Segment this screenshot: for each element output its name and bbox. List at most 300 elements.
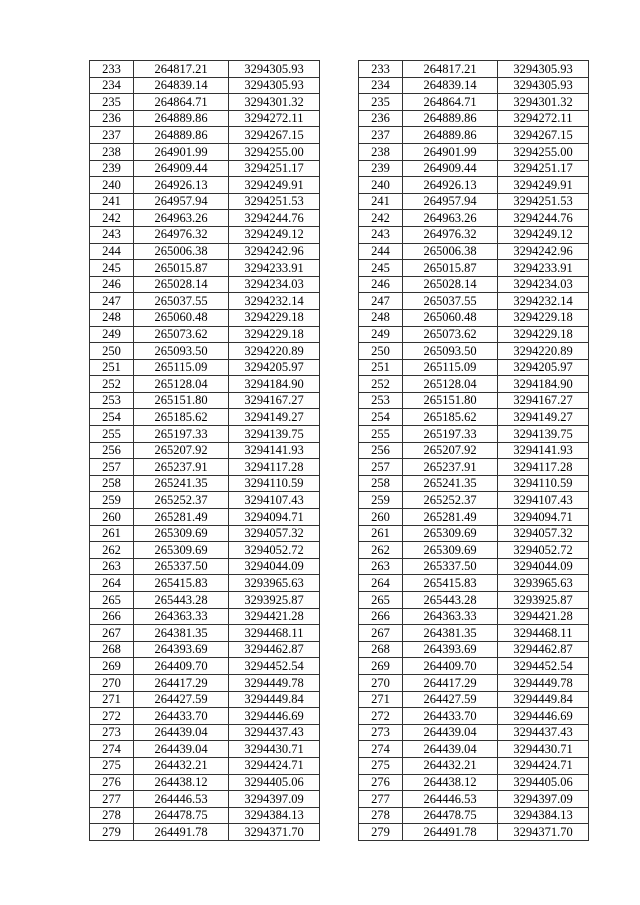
table-row	[359, 625, 589, 642]
table-body	[359, 61, 589, 841]
x-coordinate-cell: 265073.62	[403, 326, 498, 343]
table-body	[90, 61, 320, 841]
table-row	[90, 77, 320, 94]
table-row	[359, 724, 589, 741]
x-coordinate-cell: 264839.14	[403, 77, 498, 94]
point-number-cell: 278	[359, 807, 403, 824]
point-number-cell: 262	[90, 542, 134, 559]
x-coordinate-cell: 264446.53	[134, 791, 229, 808]
table-row	[359, 658, 589, 675]
y-coordinate-cell: 3294110.59	[498, 475, 589, 492]
point-number-cell: 261	[90, 525, 134, 542]
point-number-cell: 235	[359, 94, 403, 111]
x-coordinate-cell: 264427.59	[403, 691, 498, 708]
point-number-cell: 263	[359, 558, 403, 575]
y-coordinate-cell: 3294052.72	[498, 542, 589, 559]
point-number-cell: 277	[90, 791, 134, 808]
point-number-cell: 266	[359, 608, 403, 625]
y-coordinate-cell: 3294117.28	[229, 459, 320, 476]
y-coordinate-cell: 3294371.70	[229, 824, 320, 841]
y-coordinate-cell: 3294255.00	[229, 143, 320, 160]
point-number-cell: 271	[90, 691, 134, 708]
y-coordinate-cell: 3294117.28	[498, 459, 589, 476]
y-coordinate-cell: 3294468.11	[229, 625, 320, 642]
x-coordinate-cell: 264438.12	[403, 774, 498, 791]
x-coordinate-cell: 265015.87	[403, 260, 498, 277]
y-coordinate-cell: 3293965.63	[229, 575, 320, 592]
x-coordinate-cell: 265443.28	[403, 592, 498, 609]
point-number-cell: 250	[90, 343, 134, 360]
y-coordinate-cell: 3294139.75	[229, 426, 320, 443]
point-number-cell: 247	[359, 293, 403, 310]
y-coordinate-cell: 3294251.17	[229, 160, 320, 177]
y-coordinate-cell: 3294234.03	[229, 276, 320, 293]
table-row	[90, 426, 320, 443]
table-row	[90, 757, 320, 774]
table-row	[90, 509, 320, 526]
table-row	[359, 409, 589, 426]
point-number-cell: 249	[359, 326, 403, 343]
y-coordinate-cell: 3294430.71	[229, 741, 320, 758]
table-row	[90, 558, 320, 575]
table-row	[90, 326, 320, 343]
point-number-cell: 233	[359, 61, 403, 78]
y-coordinate-cell: 3294244.76	[498, 210, 589, 227]
point-number-cell: 242	[359, 210, 403, 227]
table-row	[90, 193, 320, 210]
x-coordinate-cell: 264889.86	[134, 110, 229, 127]
point-number-cell: 240	[90, 177, 134, 194]
table-row	[90, 226, 320, 243]
table-row	[90, 475, 320, 492]
y-coordinate-cell: 3294141.93	[498, 442, 589, 459]
x-coordinate-cell: 264439.04	[134, 724, 229, 741]
point-number-cell: 242	[90, 210, 134, 227]
table-row	[90, 359, 320, 376]
x-coordinate-cell: 264957.94	[403, 193, 498, 210]
x-coordinate-cell: 264446.53	[403, 791, 498, 808]
point-number-cell: 244	[359, 243, 403, 260]
y-coordinate-cell: 3294249.12	[229, 226, 320, 243]
table-row	[90, 641, 320, 658]
y-coordinate-cell: 3294305.93	[229, 77, 320, 94]
point-number-cell: 248	[359, 309, 403, 326]
table-row	[90, 110, 320, 127]
y-coordinate-cell: 3294421.28	[229, 608, 320, 625]
point-number-cell: 271	[359, 691, 403, 708]
table-row	[359, 774, 589, 791]
y-coordinate-cell: 3294110.59	[229, 475, 320, 492]
x-coordinate-cell: 265252.37	[134, 492, 229, 509]
x-coordinate-cell: 265073.62	[134, 326, 229, 343]
y-coordinate-cell: 3294449.78	[498, 674, 589, 691]
point-number-cell: 244	[90, 243, 134, 260]
point-number-cell: 246	[90, 276, 134, 293]
x-coordinate-cell: 264427.59	[134, 691, 229, 708]
table-row	[359, 226, 589, 243]
table-row	[90, 708, 320, 725]
x-coordinate-cell: 264926.13	[134, 177, 229, 194]
point-number-cell: 257	[90, 459, 134, 476]
point-number-cell: 237	[90, 127, 134, 144]
x-coordinate-cell: 264491.78	[134, 824, 229, 841]
y-coordinate-cell: 3294462.87	[498, 641, 589, 658]
point-number-cell: 270	[90, 674, 134, 691]
y-coordinate-cell: 3294397.09	[498, 791, 589, 808]
point-number-cell: 258	[90, 475, 134, 492]
point-number-cell: 270	[359, 674, 403, 691]
point-number-cell: 241	[90, 193, 134, 210]
table-row	[359, 459, 589, 476]
y-coordinate-cell: 3293925.87	[229, 592, 320, 609]
y-coordinate-cell: 3294167.27	[498, 392, 589, 409]
x-coordinate-cell: 265281.49	[403, 509, 498, 526]
x-coordinate-cell: 264976.32	[403, 226, 498, 243]
x-coordinate-cell: 264817.21	[134, 61, 229, 78]
table-row	[359, 674, 589, 691]
point-number-cell: 275	[90, 757, 134, 774]
x-coordinate-cell: 264393.69	[403, 641, 498, 658]
y-coordinate-cell: 3294301.32	[229, 94, 320, 111]
x-coordinate-cell: 264409.70	[403, 658, 498, 675]
table-row	[359, 641, 589, 658]
x-coordinate-cell: 265443.28	[134, 592, 229, 609]
y-coordinate-cell: 3294242.96	[498, 243, 589, 260]
y-coordinate-cell: 3294255.00	[498, 143, 589, 160]
coordinate-table-left	[89, 60, 320, 841]
y-coordinate-cell: 3293965.63	[498, 575, 589, 592]
x-coordinate-cell: 264963.26	[403, 210, 498, 227]
y-coordinate-cell: 3294205.97	[229, 359, 320, 376]
x-coordinate-cell: 264864.71	[403, 94, 498, 111]
table-row	[90, 376, 320, 393]
point-number-cell: 268	[359, 641, 403, 658]
x-coordinate-cell: 265197.33	[403, 426, 498, 443]
x-coordinate-cell: 265241.35	[134, 475, 229, 492]
x-coordinate-cell: 265309.69	[403, 542, 498, 559]
point-number-cell: 263	[90, 558, 134, 575]
y-coordinate-cell: 3293925.87	[498, 592, 589, 609]
y-coordinate-cell: 3294141.93	[229, 442, 320, 459]
x-coordinate-cell: 264393.69	[134, 641, 229, 658]
table-row	[359, 525, 589, 542]
table-row	[359, 575, 589, 592]
point-number-cell: 247	[90, 293, 134, 310]
x-coordinate-cell: 264432.21	[403, 757, 498, 774]
table-row	[359, 243, 589, 260]
y-coordinate-cell: 3294107.43	[498, 492, 589, 509]
table-row	[359, 210, 589, 227]
table-row	[359, 326, 589, 343]
table-row	[359, 309, 589, 326]
table-row	[90, 542, 320, 559]
table-row	[90, 658, 320, 675]
x-coordinate-cell: 264438.12	[134, 774, 229, 791]
point-number-cell: 237	[359, 127, 403, 144]
y-coordinate-cell: 3294184.90	[498, 376, 589, 393]
x-coordinate-cell: 264417.29	[403, 674, 498, 691]
point-number-cell: 254	[359, 409, 403, 426]
x-coordinate-cell: 265241.35	[403, 475, 498, 492]
point-number-cell: 259	[359, 492, 403, 509]
y-coordinate-cell: 3294446.69	[498, 708, 589, 725]
table-row	[359, 94, 589, 111]
y-coordinate-cell: 3294267.15	[229, 127, 320, 144]
y-coordinate-cell: 3294384.13	[229, 807, 320, 824]
x-coordinate-cell: 264864.71	[134, 94, 229, 111]
table-row	[359, 791, 589, 808]
point-number-cell: 253	[359, 392, 403, 409]
y-coordinate-cell: 3294424.71	[229, 757, 320, 774]
point-number-cell: 245	[359, 260, 403, 277]
table-row	[90, 575, 320, 592]
y-coordinate-cell: 3294449.78	[229, 674, 320, 691]
point-number-cell: 255	[359, 426, 403, 443]
y-coordinate-cell: 3294421.28	[498, 608, 589, 625]
point-number-cell: 274	[359, 741, 403, 758]
y-coordinate-cell: 3294057.32	[498, 525, 589, 542]
table-row	[359, 392, 589, 409]
table-row	[359, 260, 589, 277]
x-coordinate-cell: 264381.35	[134, 625, 229, 642]
table-row	[90, 492, 320, 509]
x-coordinate-cell: 265015.87	[134, 260, 229, 277]
point-number-cell: 236	[90, 110, 134, 127]
x-coordinate-cell: 265281.49	[134, 509, 229, 526]
point-number-cell: 253	[90, 392, 134, 409]
point-number-cell: 279	[90, 824, 134, 841]
y-coordinate-cell: 3294251.17	[498, 160, 589, 177]
point-number-cell: 250	[359, 343, 403, 360]
y-coordinate-cell: 3294449.84	[498, 691, 589, 708]
point-number-cell: 240	[359, 177, 403, 194]
x-coordinate-cell: 265309.69	[403, 525, 498, 542]
point-number-cell: 275	[359, 757, 403, 774]
table-row	[90, 260, 320, 277]
y-coordinate-cell: 3294094.71	[229, 509, 320, 526]
point-number-cell: 277	[359, 791, 403, 808]
table-row	[90, 127, 320, 144]
x-coordinate-cell: 265151.80	[134, 392, 229, 409]
y-coordinate-cell: 3294249.12	[498, 226, 589, 243]
y-coordinate-cell: 3294305.93	[498, 61, 589, 78]
table-row	[359, 160, 589, 177]
table-row	[359, 442, 589, 459]
y-coordinate-cell: 3294468.11	[498, 625, 589, 642]
table-row	[90, 392, 320, 409]
table-row	[90, 525, 320, 542]
table-row	[359, 343, 589, 360]
y-coordinate-cell: 3294233.91	[498, 260, 589, 277]
table-row	[90, 774, 320, 791]
x-coordinate-cell: 265337.50	[134, 558, 229, 575]
x-coordinate-cell: 264381.35	[403, 625, 498, 642]
y-coordinate-cell: 3294437.43	[498, 724, 589, 741]
y-coordinate-cell: 3294232.14	[498, 293, 589, 310]
table-row	[359, 359, 589, 376]
table-row	[359, 542, 589, 559]
y-coordinate-cell: 3294229.18	[229, 326, 320, 343]
table-row	[90, 592, 320, 609]
table-row	[90, 608, 320, 625]
y-coordinate-cell: 3294405.06	[498, 774, 589, 791]
point-number-cell: 249	[90, 326, 134, 343]
x-coordinate-cell: 264909.44	[403, 160, 498, 177]
x-coordinate-cell: 264889.86	[134, 127, 229, 144]
point-number-cell: 235	[90, 94, 134, 111]
y-coordinate-cell: 3294242.96	[229, 243, 320, 260]
table-row	[359, 475, 589, 492]
point-number-cell: 272	[90, 708, 134, 725]
x-coordinate-cell: 264433.70	[403, 708, 498, 725]
table-row	[90, 293, 320, 310]
y-coordinate-cell: 3294044.09	[229, 558, 320, 575]
y-coordinate-cell: 3294462.87	[229, 641, 320, 658]
y-coordinate-cell: 3294430.71	[498, 741, 589, 758]
x-coordinate-cell: 264976.32	[134, 226, 229, 243]
y-coordinate-cell: 3294234.03	[498, 276, 589, 293]
x-coordinate-cell: 265028.14	[403, 276, 498, 293]
y-coordinate-cell: 3294251.53	[229, 193, 320, 210]
point-number-cell: 243	[359, 226, 403, 243]
x-coordinate-cell: 264889.86	[403, 110, 498, 127]
x-coordinate-cell: 265415.83	[403, 575, 498, 592]
x-coordinate-cell: 265006.38	[403, 243, 498, 260]
y-coordinate-cell: 3294305.93	[498, 77, 589, 94]
x-coordinate-cell: 265252.37	[403, 492, 498, 509]
point-number-cell: 256	[359, 442, 403, 459]
point-number-cell: 261	[359, 525, 403, 542]
point-number-cell: 258	[359, 475, 403, 492]
table-row	[359, 509, 589, 526]
table-row	[359, 592, 589, 609]
table-row	[359, 110, 589, 127]
x-coordinate-cell: 265128.04	[403, 376, 498, 393]
y-coordinate-cell: 3294220.89	[498, 343, 589, 360]
point-number-cell: 265	[90, 592, 134, 609]
y-coordinate-cell: 3294446.69	[229, 708, 320, 725]
point-number-cell: 262	[359, 542, 403, 559]
x-coordinate-cell: 265415.83	[134, 575, 229, 592]
y-coordinate-cell: 3294220.89	[229, 343, 320, 360]
table-row	[359, 127, 589, 144]
x-coordinate-cell: 265128.04	[134, 376, 229, 393]
y-coordinate-cell: 3294397.09	[229, 791, 320, 808]
y-coordinate-cell: 3294094.71	[498, 509, 589, 526]
x-coordinate-cell: 264439.04	[134, 741, 229, 758]
y-coordinate-cell: 3294232.14	[229, 293, 320, 310]
table-row	[90, 791, 320, 808]
y-coordinate-cell: 3294233.91	[229, 260, 320, 277]
table-row	[359, 177, 589, 194]
y-coordinate-cell: 3294272.11	[229, 110, 320, 127]
x-coordinate-cell: 264889.86	[403, 127, 498, 144]
x-coordinate-cell: 264839.14	[134, 77, 229, 94]
x-coordinate-cell: 264439.04	[403, 741, 498, 758]
table-row	[359, 807, 589, 824]
point-number-cell: 268	[90, 641, 134, 658]
table-row	[90, 343, 320, 360]
y-coordinate-cell: 3294424.71	[498, 757, 589, 774]
y-coordinate-cell: 3294452.54	[229, 658, 320, 675]
table-row	[359, 61, 589, 78]
x-coordinate-cell: 265115.09	[403, 359, 498, 376]
table-row	[90, 143, 320, 160]
x-coordinate-cell: 265237.91	[134, 459, 229, 476]
x-coordinate-cell: 264363.33	[134, 608, 229, 625]
point-number-cell: 273	[359, 724, 403, 741]
table-row	[359, 757, 589, 774]
table-row	[90, 724, 320, 741]
x-coordinate-cell: 265309.69	[134, 542, 229, 559]
table-row	[359, 741, 589, 758]
point-number-cell: 264	[359, 575, 403, 592]
table-row	[359, 824, 589, 841]
point-number-cell: 233	[90, 61, 134, 78]
table-row	[359, 691, 589, 708]
y-coordinate-cell: 3294057.32	[229, 525, 320, 542]
y-coordinate-cell: 3294044.09	[498, 558, 589, 575]
point-number-cell: 241	[359, 193, 403, 210]
point-number-cell: 259	[90, 492, 134, 509]
table-row	[90, 160, 320, 177]
x-coordinate-cell: 265197.33	[134, 426, 229, 443]
x-coordinate-cell: 264963.26	[134, 210, 229, 227]
table-row	[359, 276, 589, 293]
y-coordinate-cell: 3294167.27	[229, 392, 320, 409]
table-row	[359, 708, 589, 725]
point-number-cell: 267	[359, 625, 403, 642]
x-coordinate-cell: 265037.55	[134, 293, 229, 310]
point-number-cell: 239	[359, 160, 403, 177]
point-number-cell: 243	[90, 226, 134, 243]
table-row	[359, 77, 589, 94]
table-row	[359, 293, 589, 310]
table-row	[90, 309, 320, 326]
x-coordinate-cell: 265028.14	[134, 276, 229, 293]
x-coordinate-cell: 264926.13	[403, 177, 498, 194]
y-coordinate-cell: 3294249.91	[229, 177, 320, 194]
x-coordinate-cell: 265093.50	[134, 343, 229, 360]
table-row	[90, 243, 320, 260]
point-number-cell: 234	[359, 77, 403, 94]
point-number-cell: 260	[90, 509, 134, 526]
x-coordinate-cell: 265237.91	[403, 459, 498, 476]
point-number-cell: 245	[90, 260, 134, 277]
table-row	[90, 409, 320, 426]
y-coordinate-cell: 3294301.32	[498, 94, 589, 111]
point-number-cell: 260	[359, 509, 403, 526]
point-number-cell: 252	[359, 376, 403, 393]
y-coordinate-cell: 3294184.90	[229, 376, 320, 393]
table-row	[90, 824, 320, 841]
x-coordinate-cell: 264491.78	[403, 824, 498, 841]
y-coordinate-cell: 3294229.18	[229, 309, 320, 326]
point-number-cell: 252	[90, 376, 134, 393]
y-coordinate-cell: 3294449.84	[229, 691, 320, 708]
x-coordinate-cell: 264957.94	[134, 193, 229, 210]
x-coordinate-cell: 264417.29	[134, 674, 229, 691]
table-row	[90, 276, 320, 293]
y-coordinate-cell: 3294107.43	[229, 492, 320, 509]
table-row	[90, 691, 320, 708]
point-number-cell: 255	[90, 426, 134, 443]
y-coordinate-cell: 3294149.27	[498, 409, 589, 426]
y-coordinate-cell: 3294229.18	[498, 309, 589, 326]
y-coordinate-cell: 3294052.72	[229, 542, 320, 559]
table-row	[90, 94, 320, 111]
point-number-cell: 238	[90, 143, 134, 160]
